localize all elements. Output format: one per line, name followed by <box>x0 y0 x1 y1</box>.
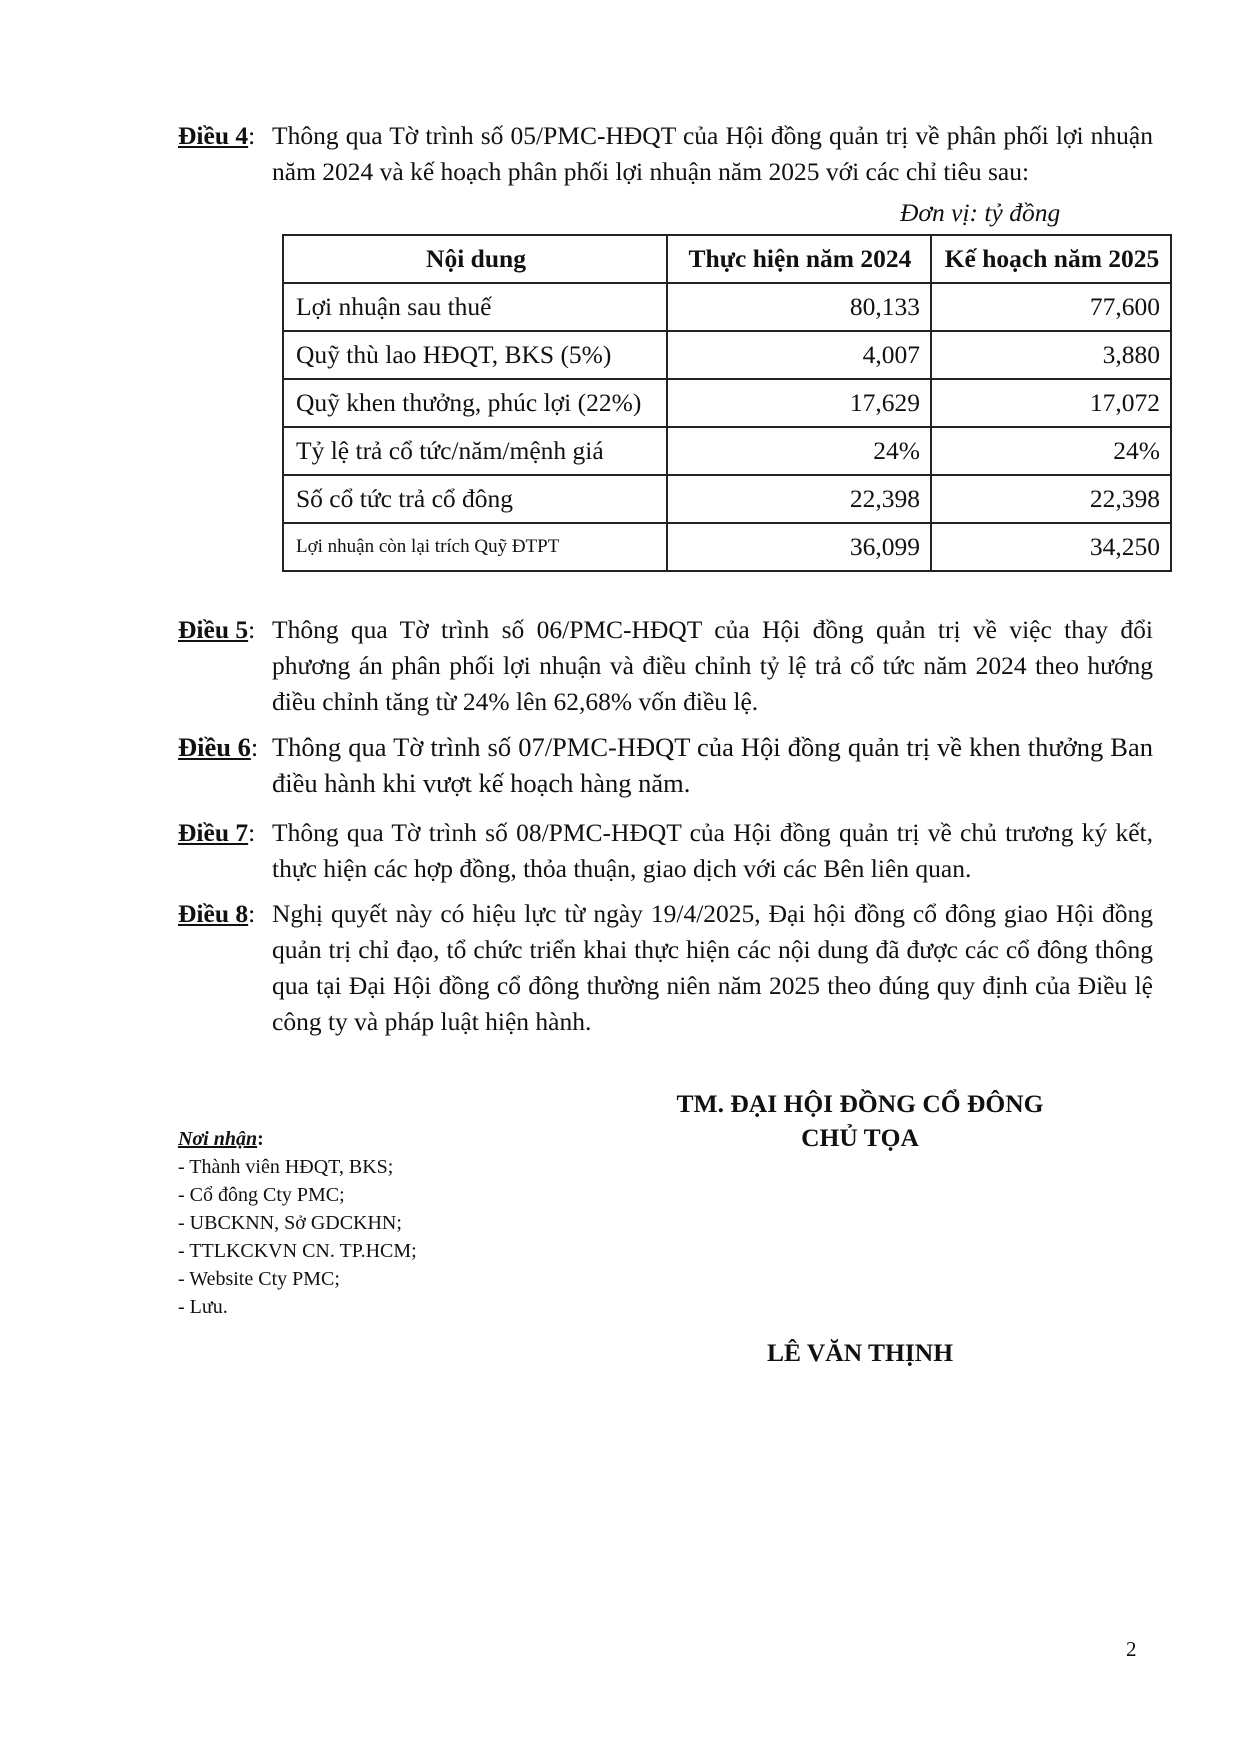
recipient-item: - Cổ đông Cty PMC; <box>178 1184 345 1206</box>
table-row <box>283 283 1171 331</box>
row-value-2024: 24% <box>667 427 931 475</box>
table-row <box>283 379 1171 427</box>
article-8-text: Nghị quyết này có hiệu lực từ ngày 19/4/2025, Đại hội đồng cổ đông giao Hội đồng quản trị chỉ đạo, tổ chức triển khai thực hiện các nội dung đã được các cổ đông thông qua tại Đại Hội đồng cổ đông thường niên năm 2025 theo đúng quy định của Điều lệ công ty và pháp luật hiện hành. <box>272 899 1153 1036</box>
row-label: Quỹ thù lao HĐQT, BKS (5%) <box>283 331 667 379</box>
signature-title: TM. ĐẠI HỘI ĐỒNG CỔ ĐÔNG <box>676 1089 1044 1118</box>
row-value-2024: 22,398 <box>667 475 931 523</box>
row-value-2024: 4,007 <box>667 331 931 379</box>
recipients-block <box>178 1125 417 1321</box>
signature-role: CHỦ TỌA <box>801 1123 919 1152</box>
article-5-text: Thông qua Tờ trình số 06/PMC-HĐQT của Hội đồng quản trị về việc thay đổi phương án phân phối lợi nhuận và điều chỉnh tỷ lệ trả cổ tức năm 2024 theo hướng điều chỉnh tăng từ 24% lên 62,68% vốn điều lệ. <box>272 615 1153 716</box>
header-2024: Thực hiện năm 2024 <box>667 235 931 283</box>
page-number: 2 <box>1126 1637 1137 1661</box>
article-5 <box>178 612 1153 720</box>
row-label: Lợi nhuận sau thuế <box>283 283 667 331</box>
row-value-2025: 24% <box>931 427 1171 475</box>
row-value-2025: 3,880 <box>931 331 1171 379</box>
row-value-2024: 80,133 <box>667 283 931 331</box>
recipient-item: - TTLKCKVN CN. TP.HCM; <box>178 1240 417 1262</box>
row-value-2024: 36,099 <box>667 523 931 571</box>
row-label: Tỷ lệ trả cổ tức/năm/mệnh giá <box>283 427 667 475</box>
table-row <box>283 523 1171 571</box>
row-value-2024: 17,629 <box>667 379 931 427</box>
article-4-text: Thông qua Tờ trình số 05/PMC-HĐQT của Hội đồng quản trị về phân phối lợi nhuận năm 2024 và kế hoạch phân phối lợi nhuận năm 2025 với các chỉ tiêu sau: <box>272 121 1153 186</box>
table-row <box>283 475 1171 523</box>
article-6-text: Thông qua Tờ trình số 07/PMC-HĐQT của Hội đồng quản trị về khen thưởng Ban điều hành khi vượt kế hoạch hàng năm. <box>272 732 1153 798</box>
article-8 <box>178 896 1153 1040</box>
article-4-label: Điều 4: <box>178 121 256 150</box>
header-content: Nội dung <box>283 235 667 283</box>
profit-distribution-table <box>282 234 1172 572</box>
table-row <box>283 331 1171 379</box>
article-7-label: Điều 7: <box>178 818 256 847</box>
recipients-title: Nơi nhận: <box>178 1128 264 1150</box>
article-8-label: Điều 8: <box>178 899 256 928</box>
article-7-text: Thông qua Tờ trình số 08/PMC-HĐQT của Hội đồng quản trị về chủ trương ký kết, thực hiện các hợp đồng, thỏa thuận, giao dịch với các Bên liên quan. <box>272 818 1153 883</box>
row-value-2025: 22,398 <box>931 475 1171 523</box>
article-5-label: Điều 5: <box>178 615 256 644</box>
unit-note: Đơn vị: tỷ đồng <box>900 198 1061 227</box>
row-value-2025: 17,072 <box>931 379 1171 427</box>
article-6 <box>178 729 1153 801</box>
row-label: Quỹ khen thưởng, phúc lợi (22%) <box>283 379 667 427</box>
row-label: Lợi nhuận còn lại trích Quỹ ĐTPT <box>283 523 667 571</box>
row-value-2025: 77,600 <box>931 283 1171 331</box>
header-2025: Kế hoạch năm 2025 <box>931 235 1171 283</box>
signer-name: LÊ VĂN THỊNH <box>766 1338 954 1367</box>
table-row <box>283 427 1171 475</box>
row-label: Số cổ tức trả cổ đông <box>283 475 667 523</box>
row-value-2025: 34,250 <box>931 523 1171 571</box>
article-4 <box>178 118 1153 190</box>
recipient-item: - Website Cty PMC; <box>178 1268 340 1290</box>
article-7 <box>178 815 1153 887</box>
article-6-label: Điều 6: <box>178 732 259 762</box>
table-header-row <box>283 235 1171 283</box>
recipient-item: - Lưu. <box>178 1296 228 1318</box>
recipient-item: - Thành viên HĐQT, BKS; <box>178 1156 394 1178</box>
recipient-item: - UBCKNN, Sở GDCKHN; <box>178 1212 402 1234</box>
